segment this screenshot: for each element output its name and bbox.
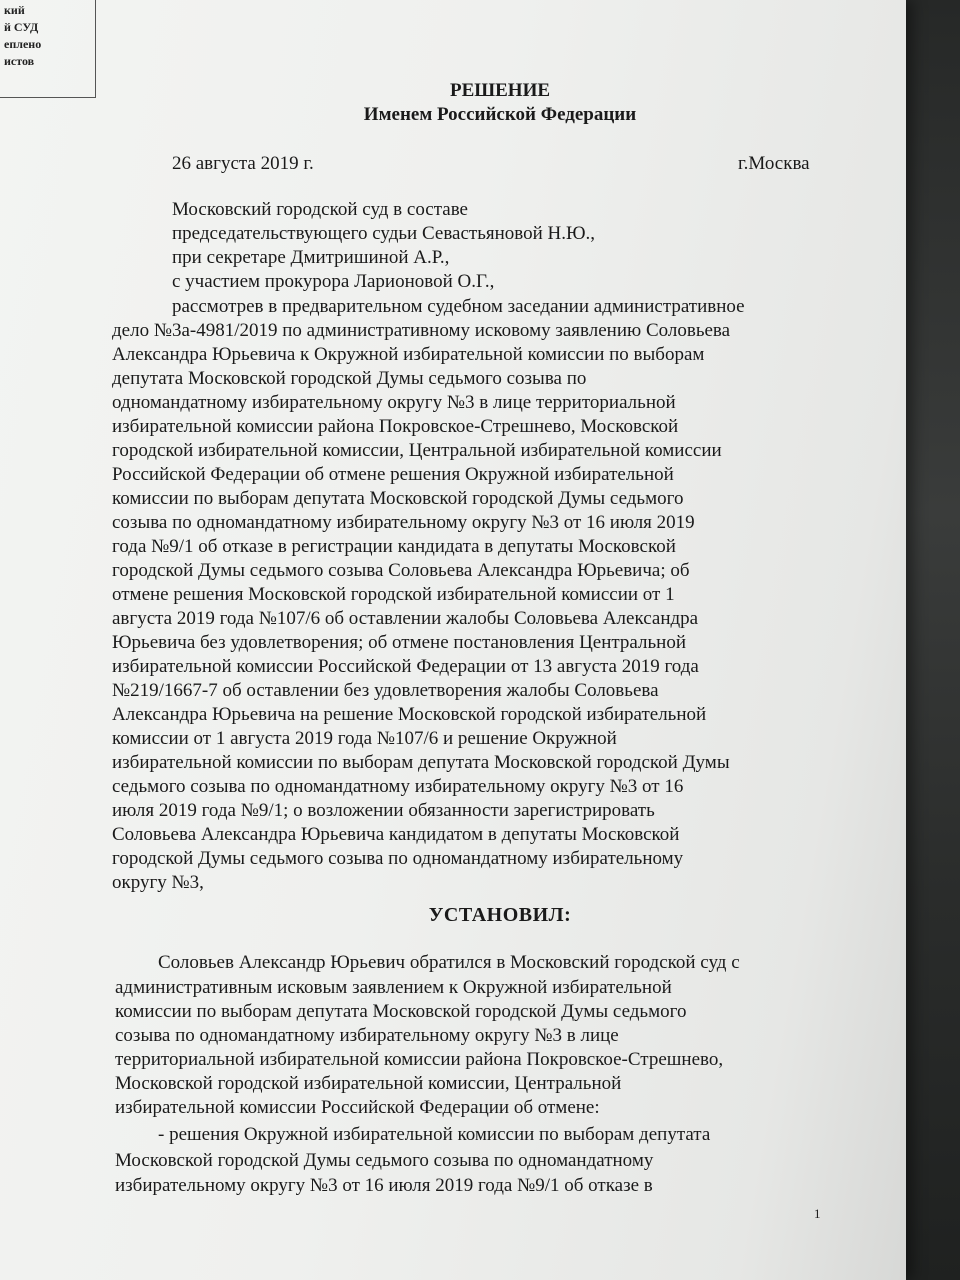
body-line: избирательной комиссии Российской Федерации от 13 августа 2019 года — [112, 656, 699, 677]
section-line: Московской городской избирательной комиссии, Центральной — [115, 1073, 622, 1094]
body-line: созыва по одномандатному избирательному округу №3 от 16 июля 2019 — [112, 512, 695, 533]
section-line: избирательному округу №3 от 16 июля 2019 года №9/1 об отказе в — [115, 1175, 653, 1196]
section-line: Московской городской Думы седьмого созыва по одномандатному — [115, 1150, 654, 1171]
body-line: городской Думы седьмого созыва Соловьева Александра Юрьевича; об — [112, 560, 690, 581]
body-line: №219/1667-7 об оставлении без удовлетворения жалобы Соловьева — [112, 680, 659, 701]
body-line: городской Думы седьмого созыва по одномандатному избирательному — [112, 848, 684, 869]
body-line: дело №3а-4981/2019 по административному исковому заявлению Соловьева — [112, 320, 731, 341]
section-line: Соловьев Александр Юрьевич обратился в Московский городской суд с — [158, 952, 740, 973]
body-line: округу №3, — [112, 872, 204, 893]
body-line: комиссии по выборам депутата Московской городской Думы седьмого — [112, 488, 684, 509]
body-line: июля 2019 года №9/1; о возложении обязанности зарегистрировать — [112, 800, 655, 821]
body-line: избирательной комиссии по выборам депутата Московской городской Думы — [112, 752, 730, 773]
section-line: территориальной избирательной комиссии района Покровское-Стрешнево, — [115, 1049, 724, 1070]
body-line: года №9/1 об отказе в регистрации кандидата в депутаты Московской — [112, 536, 676, 557]
body-line: Александра Юрьевича к Окружной избирательной комиссии по выборам — [112, 344, 705, 365]
section-line: созыва по одномандатному избирательному округу №3 в лице — [115, 1025, 619, 1046]
body-line: августа 2019 года №107/6 об оставлении жалобы Соловьева Александра — [112, 608, 699, 629]
body-line: рассмотрев в предварительном судебном заседании административное — [172, 296, 745, 317]
section-line: избирательной комиссии Российской Федерации об отмене: — [115, 1097, 600, 1118]
decision-date: 26 августа 2019 г. — [172, 153, 314, 174]
decision-city: г.Москва — [738, 153, 810, 174]
document-subtitle: Именем Российской Федерации — [363, 104, 637, 125]
stamp-line: й СУД — [4, 20, 39, 34]
body-line: седьмого созыва по одномандатному избирательному округу №3 от 16 — [112, 776, 684, 797]
page-number: 1 — [814, 1206, 821, 1221]
body-line: депутата Московской городской Думы седьмого созыва по — [112, 368, 587, 389]
body-line: Александра Юрьевича на решение Московской городской избирательной — [112, 704, 707, 725]
intro-line: Московский городской суд в составе — [172, 199, 468, 220]
stamp-line: истов — [4, 54, 35, 68]
stamp-line: еплено — [4, 37, 42, 51]
body-line: одномандатному избирательному округу №3 в лице территориальной — [112, 392, 676, 413]
body-line: избирательной комиссии района Покровское-Стрешнево, Московской — [112, 416, 679, 437]
body-line: Российской Федерации об отмене решения Окружной избирательной — [112, 464, 674, 485]
body-line: комиссии от 1 августа 2019 года №107/6 и решение Окружной — [112, 728, 617, 749]
section-heading: УСТАНОВИЛ: — [428, 904, 572, 926]
court-stamp — [0, 0, 96, 98]
body-line: Соловьева Александра Юрьевича кандидатом в депутаты Московской — [112, 824, 680, 845]
stamp-line: кий — [4, 3, 25, 17]
intro-line: с участием прокурора Ларионовой О.Г., — [172, 271, 495, 292]
section-line: - решения Окружной избирательной комиссии по выборам депутата — [158, 1124, 711, 1145]
body-line: Юрьевича без удовлетворения; об отмене постановления Центральной — [112, 632, 687, 653]
intro-line: при секретаре Дмитришиной А.Р., — [172, 247, 450, 268]
section-line: комиссии по выборам депутата Московской городской Думы седьмого — [115, 1001, 687, 1022]
body-line: городской избирательной комиссии, Центральной избирательной комиссии — [112, 440, 722, 461]
document-title: РЕШЕНИЕ — [449, 80, 551, 101]
intro-line: председательствующего судьи Севастьяновой Н.Ю., — [172, 223, 596, 244]
body-line: отмене решения Московской городской избирательной комиссии от 1 — [112, 584, 675, 605]
section-line: административным исковым заявлением к Окружной избирательной — [115, 977, 672, 998]
